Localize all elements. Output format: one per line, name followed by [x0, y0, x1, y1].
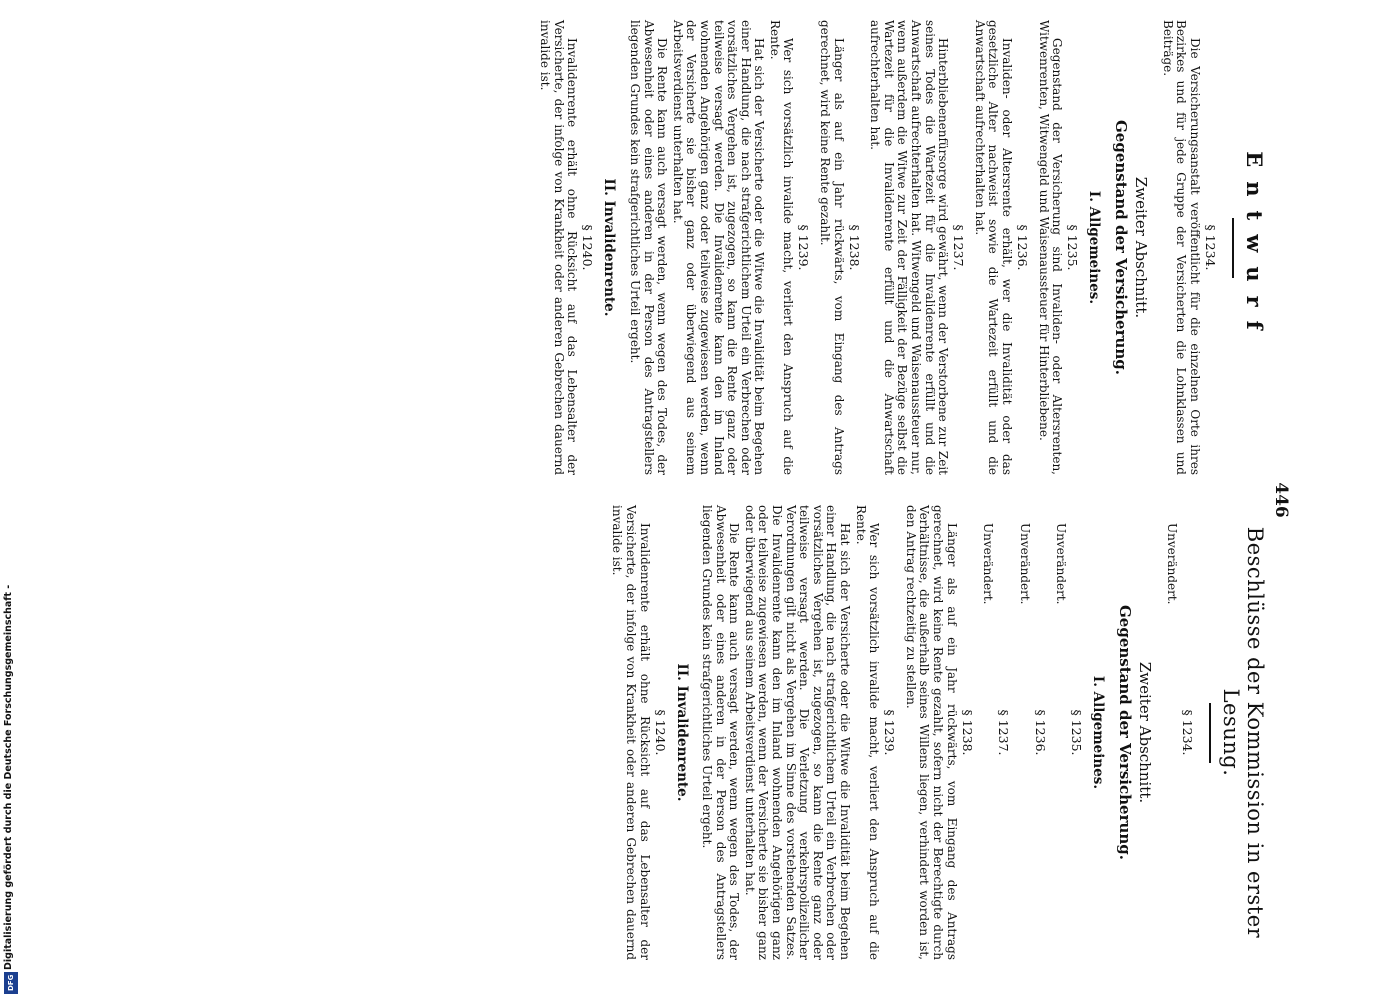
section-block — [610, 505, 668, 960]
section-block — [818, 20, 862, 475]
digitization-credit — [3, 584, 25, 1000]
paragraph-text: Gegenstand der Versicherung sind Invaliden- oder Altersrenten, Witwenrenten, Witwengeld und Waisenaussteuer für Hinterbliebene. — [1036, 20, 1065, 475]
right-column-body — [610, 505, 1195, 960]
subject-heading: Gegenstand der Versicherung. — [1112, 119, 1131, 375]
subheading: II. Invalidenrente. — [601, 178, 618, 317]
section-block — [972, 20, 1030, 475]
paragraph-text: Invaliden- oder Altersrente erhält, wer die Invalidität oder das gesetzliche Alter nachweist sowie die Wartezeit erfüllt und die Anwartschaft aufrechterhalten hat. — [972, 20, 1015, 475]
paragraph-text: Hat sich der Versicherte oder die Witwe die Invalidität beim Begehen einer Handlung, die nach strafgerichtlichem Urteil ein Verbrechen oder vorsätzliches Vergehen ist, zugezogen, so kann die Rente ganz oder teilweise versagt werden. Die Verletzung verkehrspolizeilicher Verordnungen gilt nicht als Vergehen im Sinne des vorstehenden Satzes. Die Invalidenrente kann den im Inland wohnenden Angehörigen ganz oder teilweise zugewiesen werden, wenn der Versicherte sie bisher ganz oder überwiegend aus seinem Arbeitsverdienst unterhalten hat. — [742, 505, 853, 960]
section-block — [601, 20, 617, 475]
paragraph-number: § 1234. — [1203, 224, 1218, 271]
title-rule — [1209, 703, 1211, 763]
paragraph-text: Hat sich der Versicherte oder die Witwe die Invalidität beim Begehen einer Handlung, die nach strafgerichtlichem Urteil ein Verbrechen oder vorsätzliches Vergehen ist, zugezogen, so kann die Rente ganz oder teilweise versagt werden. Die Invalidenrente kann den im Inland wohnenden Angehörigen ganz oder teilweise zugewiesen werden, wenn der Versicherte sie bisher ganz oder überwiegend aus seinem Arbeitsverdienst unterhalten hat. — [670, 20, 767, 475]
left-column-title: Entwurf — [1242, 151, 1267, 344]
section-heading: Zweiter Abschnitt. — [1136, 661, 1155, 804]
unchanged-note: Unverändert. — [1017, 523, 1032, 605]
section-block — [868, 20, 967, 475]
right-column-commission — [604, 505, 1267, 960]
section-block — [981, 505, 1012, 960]
paragraph-text: Invalidenrente erhält ohne Rücksicht auf das Lebensalter der Versicherte, der infolge von Krankheit oder anderen Gebrechen dauernd invalide ist. — [538, 20, 580, 475]
section-block — [1090, 505, 1154, 960]
paragraph-text: Länger als auf ein Jahr rückwärts, vom Eingang des Antrags gerechnet, wird keine Rente gezahlt, sofern nicht der Berechtigte durch Verhältnisse, die außerhalb seines Willens liegen, verhindert worden ist, den Antrag rechtzeitig zu stellen. — [903, 505, 959, 960]
paragraph-number: § 1235. — [1069, 709, 1085, 756]
section-block — [903, 505, 974, 960]
section-block — [1164, 505, 1195, 960]
paragraph-number: § 1234. — [1180, 709, 1195, 756]
unchanged-note: Unverändert. — [981, 523, 996, 605]
paragraph-number: § 1236. — [1032, 709, 1048, 756]
subject-heading: Gegenstand der Versicherung. — [1116, 604, 1135, 860]
paragraph-number: § 1240. — [580, 224, 596, 271]
paragraph-number: § 1239. — [796, 224, 812, 271]
credit-text: Digitalisierung gefördert durch die Deutsche Forschungsgemeinschaft - — [3, 584, 14, 970]
section-block — [674, 505, 690, 960]
paragraph-number: § 1240. — [652, 709, 668, 756]
section-heading: Zweiter Abschnitt. — [1132, 176, 1151, 319]
section-block — [1036, 20, 1080, 475]
paragraph-text: Die Rente kann auch versagt werden, wenn wegen des Todes, der Abwesenheit oder eines anderen in der Person des Antragstellers liegenden Grundes kein strafgerichtliches Urteil ergeht. — [700, 505, 742, 960]
paragraph-text: Wer sich vorsätzlich invalide macht, verliert den Anspruch auf die Rente. — [767, 20, 796, 475]
left-column-body — [538, 20, 1218, 475]
dfg-logo: DFG — [4, 972, 18, 994]
paragraph-text: Invalidenrente erhält ohne Rücksicht auf das Lebensalter der Versicherte, der infolge von Krankheit oder anderen Gebrechen dauernd invalide ist. — [610, 505, 652, 960]
right-column-title: Beschlüsse der Kommission in erster Lesung. — [1219, 526, 1267, 939]
paragraph-text: Länger als auf ein Jahr rückwärts, vom Eingang des Antrags gerechnet, wird keine Rente gezahlt. — [818, 20, 846, 475]
paragraph-number: § 1238. — [959, 709, 975, 756]
unchanged-note: Unverändert. — [1165, 523, 1179, 605]
paragraph-text: Die Rente kann auch versagt werden, wenn wegen des Todes, der Abwesenheit oder eines anderen in der Person des Antragstellers liegenden Grundes kein strafgerichtliches Urteil ergeht. — [627, 20, 670, 475]
section-block — [1054, 505, 1085, 960]
subheading: I. Allgemeines. — [1090, 675, 1107, 790]
unchanged-note: Unverändert. — [1054, 523, 1069, 605]
section-block — [538, 20, 596, 475]
section-block — [1086, 20, 1150, 475]
paragraph-number: § 1238. — [846, 224, 862, 271]
paragraph-text: Wer sich vorsätzlich invalide macht, verliert den Anspruch auf die Rente. — [853, 505, 882, 960]
section-block — [1160, 20, 1218, 475]
paragraph-text: Hinterbliebenenfürsorge wird gewährt, wenn der Verstorbene zur Zeit seines Todes die Wartezeit für die Invalidenrente erfüllt und die Anwartschaft aufrechterhalten hat. Witwengeld und Waisenaussteuer nur, wenn außerdem die Witwe zur Zeit der Fälligkeit der Bezüge selbst die Wartezeit für die Invalidenrente erfüllt und die Anwartschaft aufrechterhalten hat. — [868, 20, 951, 475]
paragraph-number: § 1237. — [996, 709, 1012, 756]
subheading: II. Invalidenrente. — [673, 663, 690, 802]
section-block — [627, 20, 811, 475]
section-block — [1017, 505, 1048, 960]
paragraph-text: Die Versicherungsanstalt veröffentlicht für die einzelnen Orte ihres Bezirkes und für jede Gruppe der Versicherten die Lohnklassen und Beiträge. — [1160, 20, 1202, 475]
left-column-draft — [532, 20, 1267, 475]
section-block — [700, 505, 898, 960]
title-rule — [1232, 218, 1234, 278]
paragraph-number: § 1239. — [882, 709, 898, 756]
page-number: 446 — [1271, 482, 1291, 518]
paragraph-number: § 1236. — [1015, 224, 1031, 271]
subheading: I. Allgemeines. — [1086, 190, 1103, 305]
paragraph-number: § 1235. — [1065, 224, 1081, 271]
paragraph-number: § 1237. — [951, 224, 967, 271]
